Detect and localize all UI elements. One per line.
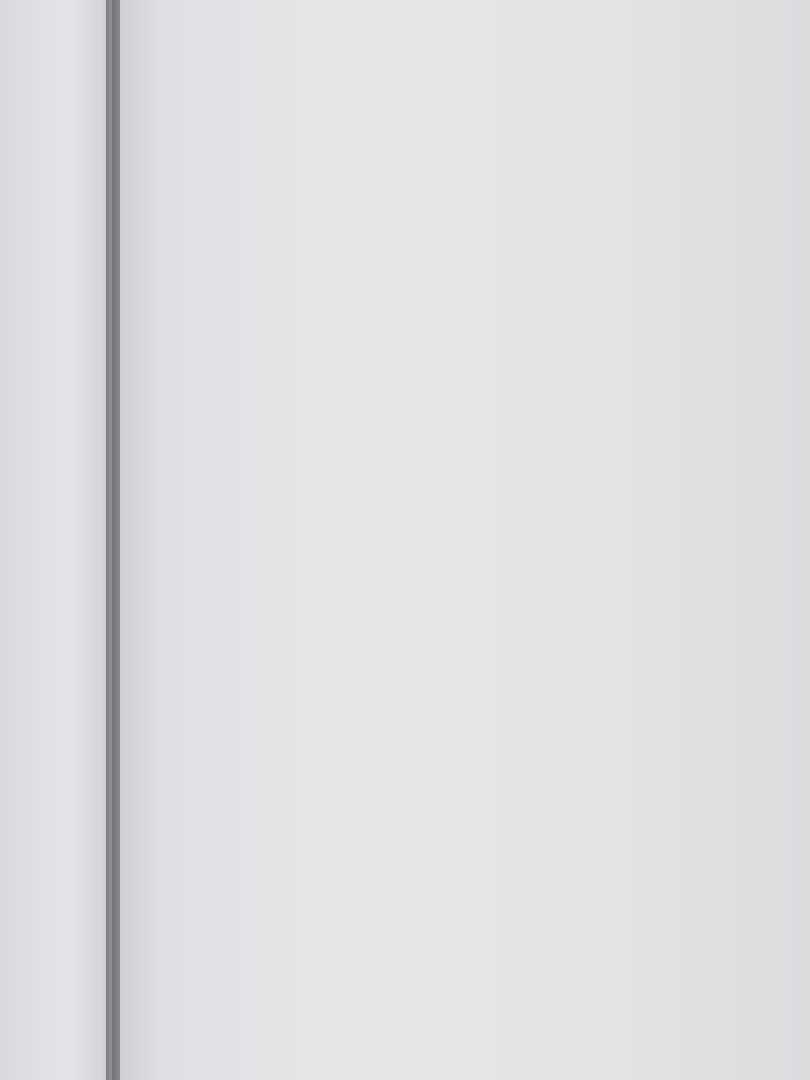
main-text-block bbox=[160, 0, 746, 980]
left-page-fragment bbox=[0, 0, 112, 1080]
